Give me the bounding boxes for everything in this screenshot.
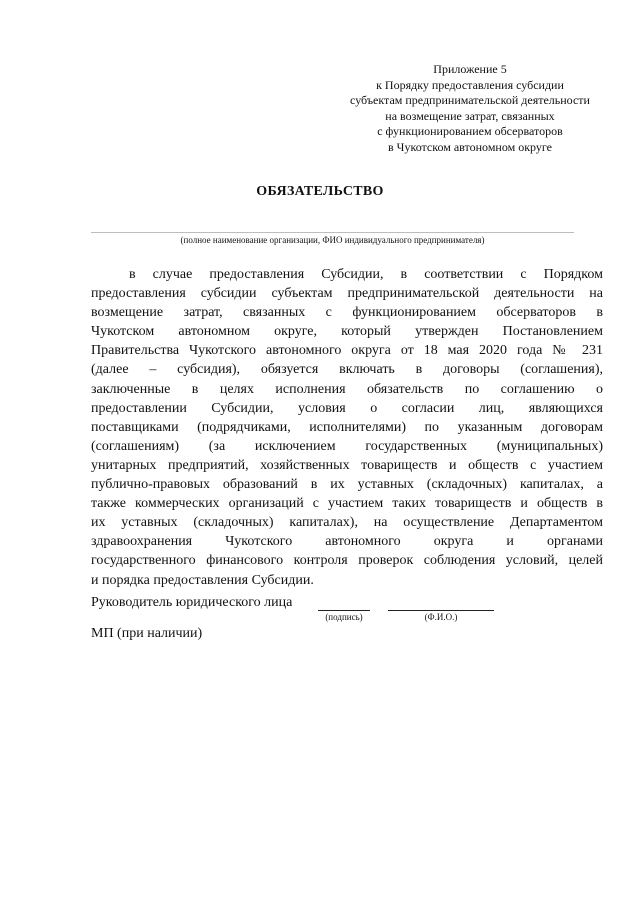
appendix-header <box>330 62 610 155</box>
paragraph-line: и порядка предоставления Субсидии. <box>91 572 314 588</box>
full-name-field-line <box>388 610 494 611</box>
obligation-text <box>91 265 603 590</box>
paragraph-line: (соглашениям) (за исключением государственных (муниципальных) <box>91 438 603 454</box>
paragraph-line: в случае предоставления Субсидии, в соответствии с Порядком <box>129 267 603 282</box>
paragraph-line: Правительства Чукотского автономного округа от 18 мая 2020 года № 231 <box>91 343 603 359</box>
appendix-line: Приложение 5 <box>433 62 507 76</box>
paragraph-line: возмещение затрат, связанных с функционированием обсерваторов в <box>91 305 603 321</box>
paragraph-line: Чукотском автономном округе, который утвержден Постановлением <box>91 324 603 340</box>
signature-caption: (подпись) <box>325 612 363 622</box>
signature-field-line <box>318 610 370 611</box>
paragraph-line: государственного финансового контроля проверок соблюдения условий, целей <box>91 553 603 569</box>
paragraph-line: поставщиками (подрядчиками, исполнителями) по указанным договорам <box>91 419 603 435</box>
paragraph-line: заключенные в целях исполнения обязательств по соглашению о <box>91 381 603 397</box>
paragraph-line: предоставления субсидии субъектам предпринимательской деятельности на <box>91 286 603 302</box>
signature-label: Руководитель юридического лица <box>91 595 293 610</box>
appendix-line: в Чукотском автономном округе <box>388 139 552 154</box>
paragraph-line: их уставных (складочных) капиталах), на осуществление Департаментом <box>91 515 603 531</box>
appendix-line: к Порядку предоставления субсидии <box>376 77 564 92</box>
stamp-note: МП (при наличии) <box>91 626 203 641</box>
paragraph-line: унитарных предприятий, хозяйственных товариществ и обществ с участием <box>91 457 603 473</box>
appendix-line: на возмещение затрат, связанных <box>385 108 555 123</box>
paragraph-line: здравоохранения Чукотского автономного округа и органами <box>91 534 603 550</box>
appendix-line: с функционированием обсерваторов <box>377 124 563 138</box>
paragraph-line: предоставлении Субсидии, условия о согласии лиц, являющихся <box>91 400 603 416</box>
document-title: ОБЯЗАТЕЛЬСТВО <box>256 184 384 199</box>
paragraph-line: (далее – субсидия), обязуется включать в договоры (соглашения), <box>91 362 603 378</box>
paragraph-line: публично-правовых образований в их уставных (складочных) капиталах, а <box>91 477 603 493</box>
full-name-caption: (Ф.И.О.) <box>424 612 458 622</box>
paragraph-line: также коммерческих организаций с участием таких товариществ и обществ в <box>91 496 603 512</box>
organization-name-caption: (полное наименование организации, ФИО индивидуального предпринимателя) <box>180 235 485 245</box>
organization-name-line <box>91 232 574 233</box>
appendix-line: субъектам предпринимательской деятельности <box>350 93 590 107</box>
